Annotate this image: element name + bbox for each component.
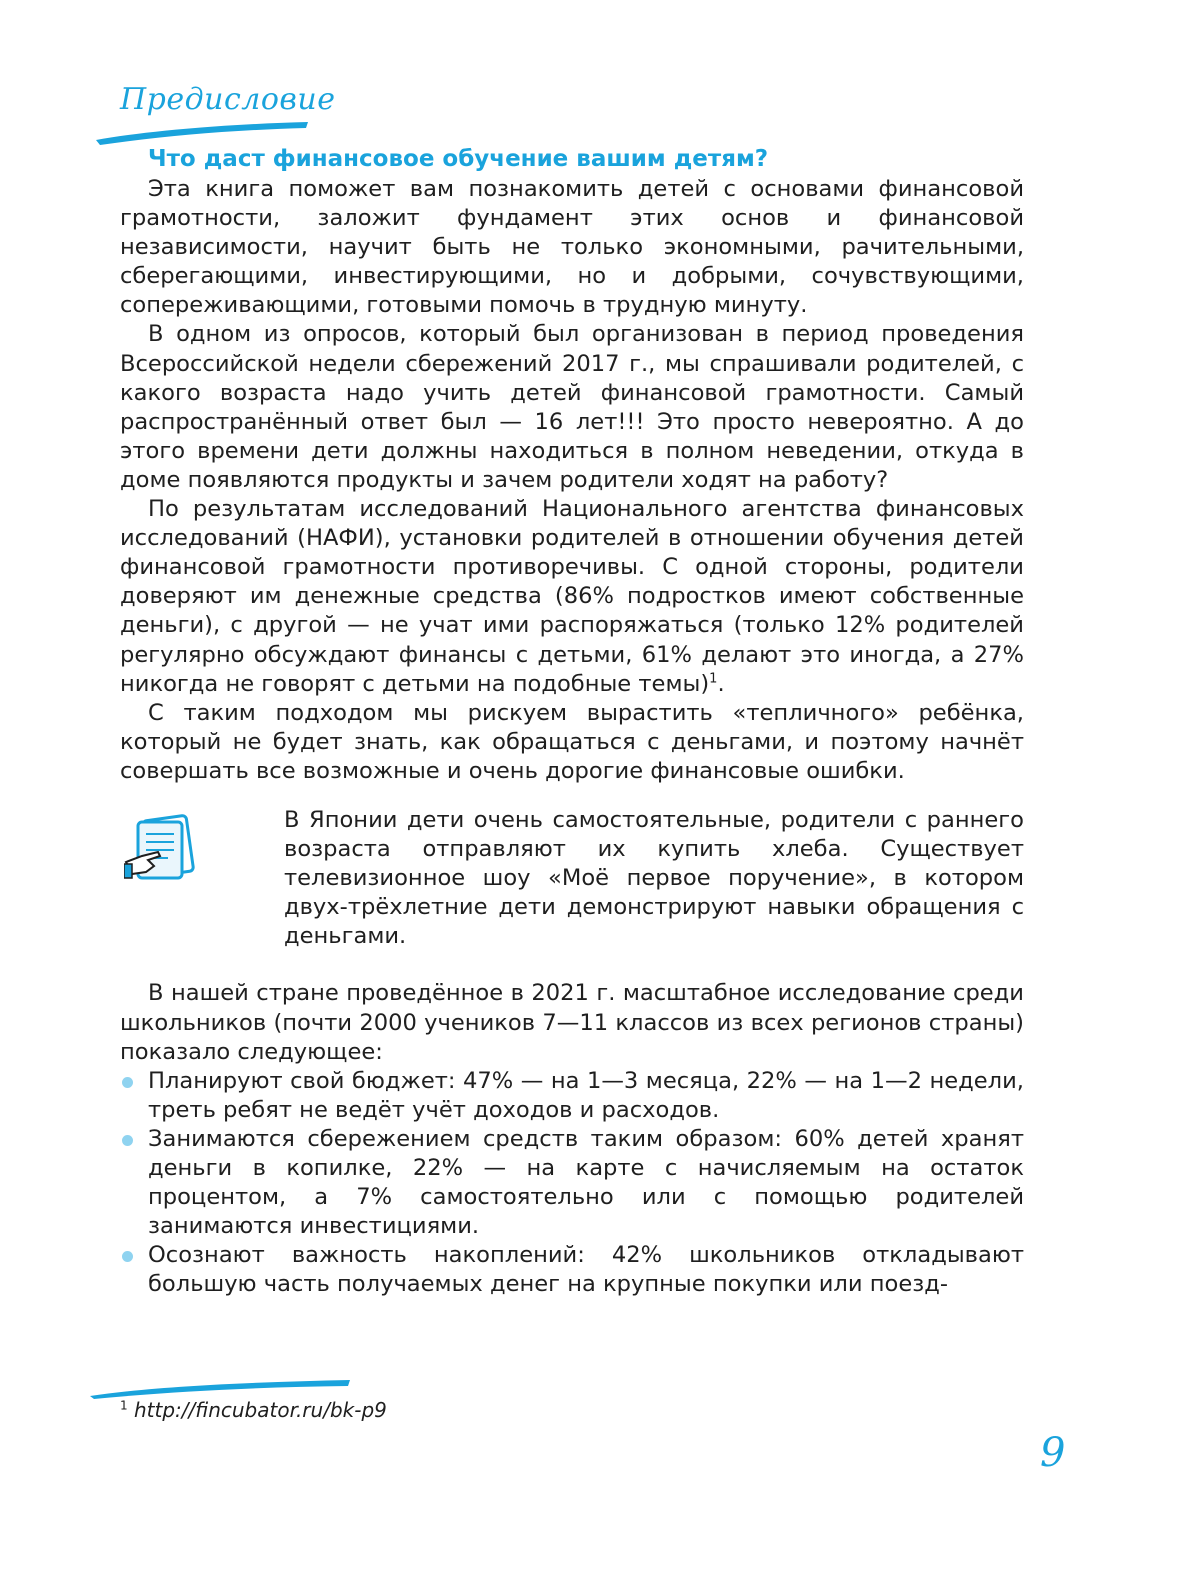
- paragraph-3-text: По результатам исследований Национального агентства финансовых исследований (НАФИ), установки родителей в отношении обучения детей финансовой грамотности противоречивы. С одной стороны, родители доверяют им денежные средства (86% подростков имеют собственные деньги), с другой — не учат ими распоряжаться (только 12% родителей регулярно обсуждают финансы с детьми, 61% делают это иногда, а 27% никогда не говорят с детьми на подобные темы): [120, 496, 1024, 697]
- main-content: [120, 143, 1024, 1299]
- paragraph-3-end: .: [717, 670, 725, 697]
- list-item: Осознают важность накоплений: 42% школьников откладывают большую часть получаемых денег на крупные покупки или поезд-: [120, 1241, 1024, 1299]
- section-header-title: Предисловие: [120, 82, 336, 117]
- list-item: Планируют свой бюджет: 47% — на 1—3 месяца, 22% — на 1—2 недели, треть ребят не ведёт учёт доходов и расходов.: [120, 1067, 1024, 1125]
- bullet-dot: [122, 1135, 133, 1146]
- info-callout: [120, 806, 1024, 951]
- survey-intro: В нашей стране проведённое в 2021 г. масштабное исследование среди школьников (почти 2000 учеников 7—11 классов из всех регионов страны) показало следующее:: [120, 980, 1024, 1065]
- paragraph-4: С таким подходом мы рискуем вырастить «тепличного» ребёнка, который не будет знать, как обращаться с деньгами, и поэтому начнёт совершать все возможные и очень дорогие финансовые ошибки.: [120, 699, 1024, 784]
- bullet-dot: [122, 1077, 133, 1088]
- footnote-reference[interactable]: 1: [709, 671, 718, 687]
- bullet-dot: [122, 1251, 133, 1262]
- callout-text: В Японии дети очень самостоятельные, родители с раннего возраста отправляют их купить хлеба. Существует телевизионное шоу «Моё первое поручение», в котором двух-трёхлетние дети демонстрируют навыки обращения с деньгами.: [284, 806, 1024, 950]
- footnote-link[interactable]: http://fincubator.ru/bk-p9: [134, 1398, 387, 1422]
- list-item: Занимаются сбережением средств таким образом: 60% детей хранят деньги в копилке, 22% — на карте с начисляемым на остаток процентом, а 7% самостоятельно или с помощью родителей занимаются инвестициями.: [120, 1125, 1024, 1241]
- section-heading: Что даст финансовое обучение вашим детям?: [148, 146, 769, 172]
- paragraph-1: Эта книга поможет вам познакомить детей с основами финансовой грамотности, заложит фундамент этих основ и финансовой независимости, научит быть не только экономными, рачительными, сберегающими, инвестирующими, но и добрыми, сочувствующими, сопереживающими, готовыми помочь в трудную минуту.: [120, 176, 1024, 319]
- document-pointing-hand-icon: [124, 812, 200, 882]
- paragraph-3: [120, 495, 1024, 699]
- footnote: [120, 1398, 387, 1422]
- survey-results-list: [120, 1067, 1024, 1300]
- paragraph-2: В одном из опросов, который был организован в период проведения Всероссийской недели сбережений 2017 г., мы спрашивали родителей, с какого возраста надо учить детей финансовой грамотности. Самый распространённый ответ был — 16 лет!!! Это просто невероятно. А до этого времени дети должны находиться в полном неведении, откуда в доме появляются продукты и зачем родители ходят на работу?: [120, 321, 1024, 493]
- header-brush-stroke: [92, 118, 312, 146]
- page-number: 9: [1040, 1430, 1066, 1476]
- footnote-brush-stroke: [86, 1376, 354, 1400]
- footnote-number: 1: [120, 1398, 128, 1413]
